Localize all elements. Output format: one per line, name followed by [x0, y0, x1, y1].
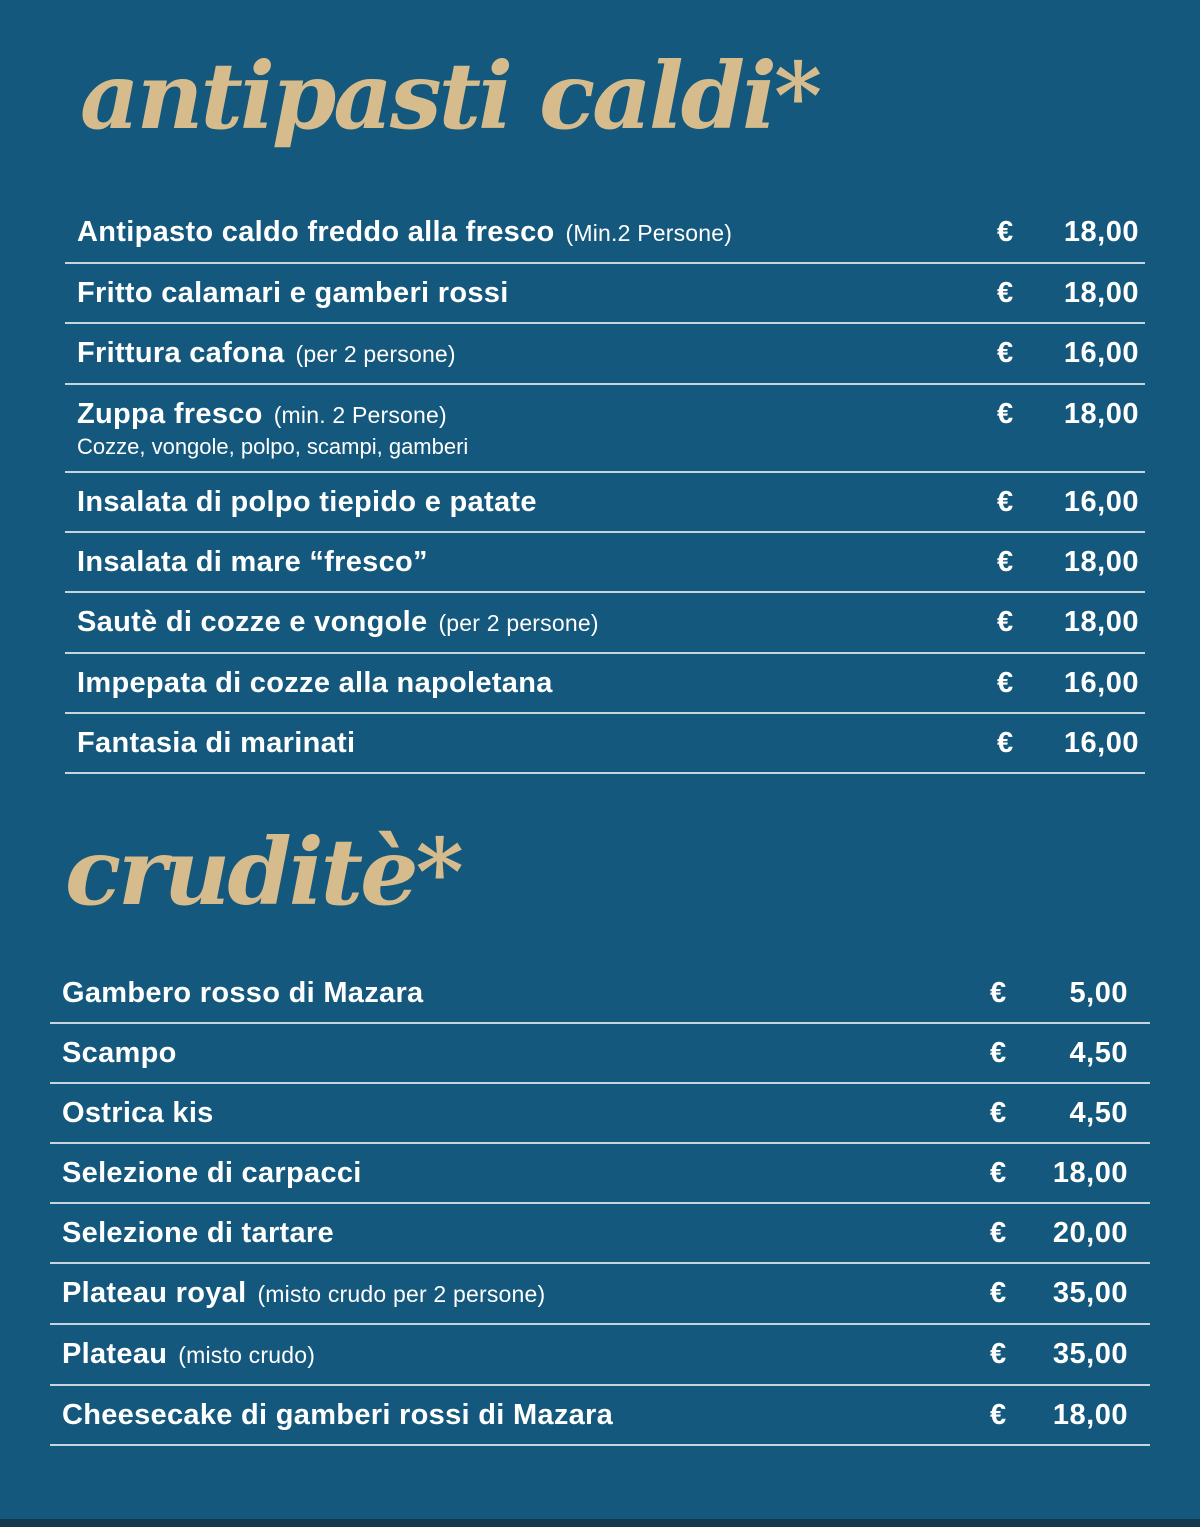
menu-item-row	[50, 1325, 1150, 1386]
menu-sections	[0, 8, 1200, 1446]
currency-symbol: €	[990, 1037, 1007, 1070]
item-price-group	[997, 725, 1139, 761]
item-price-group	[990, 1095, 1128, 1131]
menu-item-line	[62, 1275, 990, 1312]
menu-item-line	[77, 214, 997, 251]
item-price: 20,00	[1052, 1217, 1128, 1250]
item-price-group	[997, 665, 1139, 701]
menu-item-row	[65, 264, 1145, 324]
menu-item-line	[77, 335, 997, 372]
menu-item-row	[65, 593, 1145, 654]
item-price-group	[990, 1275, 1128, 1311]
item-price: 18,00	[1063, 397, 1139, 430]
currency-symbol: €	[997, 276, 1014, 309]
bottom-bar	[0, 1519, 1200, 1527]
item-price: 16,00	[1063, 666, 1139, 699]
menu-item-line	[77, 544, 997, 580]
menu-item-row	[65, 324, 1145, 385]
item-name: Plateau royal	[62, 1277, 247, 1310]
currency-symbol: €	[990, 1097, 1007, 1130]
currency-symbol: €	[990, 1277, 1007, 1310]
item-price: 16,00	[1063, 485, 1139, 518]
item-note: (per 2 persone)	[295, 340, 456, 367]
menu-item-row	[50, 1264, 1150, 1325]
menu-item-main	[77, 604, 997, 641]
currency-symbol: €	[990, 977, 1007, 1010]
menu-item-row	[65, 654, 1145, 714]
item-price: 18,00	[1063, 215, 1139, 248]
menu-item-row	[50, 1386, 1150, 1446]
item-price-group	[997, 214, 1139, 250]
item-name: Cheesecake di gamberi rossi di Mazara	[62, 1399, 614, 1432]
item-price-group	[997, 604, 1139, 640]
menu-item-row	[50, 1024, 1150, 1084]
currency-symbol: €	[990, 1338, 1007, 1371]
item-note: (Min.2 Persone)	[565, 219, 733, 246]
item-name: Fantasia di marinati	[77, 726, 356, 759]
menu-item-row	[50, 964, 1150, 1024]
item-name: Selezione di carpacci	[62, 1157, 362, 1190]
menu-item-main	[77, 396, 997, 460]
menu-item-row	[65, 203, 1145, 264]
menu-item-line	[62, 1155, 990, 1191]
menu-item-row	[65, 473, 1145, 533]
item-name: Insalata di mare “fresco”	[77, 545, 428, 578]
menu-item-line	[62, 1095, 990, 1131]
item-note: (min. 2 Persone)	[273, 401, 447, 428]
item-name: Scampo	[62, 1037, 177, 1070]
menu-item-row	[65, 714, 1145, 774]
menu-section-antipasti-caldi	[65, 8, 1145, 774]
menu-item-line	[62, 975, 990, 1011]
item-price: 5,00	[1069, 977, 1128, 1010]
item-price: 18,00	[1052, 1399, 1128, 1432]
item-price: 18,00	[1052, 1157, 1128, 1190]
item-name: Ostrica kis	[62, 1097, 214, 1130]
item-note: (misto crudo)	[178, 1342, 316, 1369]
item-price: 18,00	[1063, 605, 1139, 638]
item-name: Plateau	[62, 1338, 168, 1371]
menu-item-line	[77, 725, 997, 761]
item-name: Insalata di polpo tiepido e patate	[77, 485, 537, 518]
item-note: (misto crudo per 2 persone)	[257, 1281, 546, 1308]
menu-item-main	[62, 1155, 990, 1191]
menu-item-line	[62, 1035, 990, 1071]
menu-item-main	[62, 1275, 990, 1312]
menu-item-line	[62, 1397, 990, 1433]
menu-item-row	[65, 385, 1145, 473]
item-price: 16,00	[1063, 726, 1139, 759]
item-name: Sautè di cozze e vongole	[77, 605, 428, 638]
item-price-group	[997, 396, 1139, 432]
item-name: Frittura cafona	[77, 336, 285, 369]
item-price: 4,50	[1069, 1037, 1128, 1070]
item-name: Zuppa fresco	[77, 397, 263, 430]
item-price: 16,00	[1063, 336, 1139, 369]
currency-symbol: €	[997, 545, 1014, 578]
currency-symbol: €	[997, 605, 1014, 638]
item-description: Cozze, vongole, polpo, scampi, gamberi	[77, 433, 469, 459]
menu-item-main	[62, 1336, 990, 1373]
item-name: Selezione di tartare	[62, 1217, 334, 1250]
menu-section-crudite	[50, 774, 1150, 1447]
menu-item-row	[50, 1144, 1150, 1204]
menu-item-main	[77, 665, 997, 701]
menu-item-row	[50, 1204, 1150, 1264]
item-price: 35,00	[1052, 1277, 1128, 1310]
currency-symbol: €	[997, 666, 1014, 699]
menu-item-main	[77, 725, 997, 761]
menu-item-main	[62, 1215, 990, 1251]
menu-rows	[50, 964, 1150, 1446]
item-name: Antipasto caldo freddo alla fresco	[77, 215, 555, 248]
menu-item-main	[62, 1397, 990, 1433]
menu-item-main	[77, 214, 997, 251]
menu-item-main	[62, 1035, 990, 1071]
item-name: Gambero rosso di Mazara	[62, 977, 424, 1010]
item-price-group	[997, 544, 1139, 580]
menu-item-row	[65, 533, 1145, 593]
item-price-group	[997, 484, 1139, 520]
currency-symbol: €	[997, 397, 1014, 430]
item-price-group	[990, 975, 1128, 1011]
item-price-group	[997, 275, 1139, 311]
currency-symbol: €	[997, 215, 1014, 248]
item-price: 18,00	[1063, 276, 1139, 309]
currency-symbol: €	[997, 485, 1014, 518]
currency-symbol: €	[997, 726, 1014, 759]
item-price-group	[990, 1215, 1128, 1251]
menu-item-main	[77, 275, 997, 311]
item-name: Fritto calamari e gamberi rossi	[77, 276, 509, 309]
menu-item-main	[62, 975, 990, 1011]
menu-item-line	[77, 396, 997, 433]
item-price-group	[997, 335, 1139, 371]
item-price: 4,50	[1069, 1097, 1128, 1130]
menu-item-main	[77, 484, 997, 520]
section-title: antipasti caldi*	[80, 42, 820, 150]
menu-item-main	[77, 335, 997, 372]
item-price-group	[990, 1397, 1128, 1433]
currency-symbol: €	[990, 1157, 1007, 1190]
currency-symbol: €	[990, 1399, 1007, 1432]
menu-item-line	[77, 484, 997, 520]
item-name: Impepata di cozze alla napoletana	[77, 666, 553, 699]
menu-item-row	[50, 1084, 1150, 1144]
menu-item-line	[62, 1215, 990, 1251]
menu-item-line	[77, 604, 997, 641]
menu-item-line	[77, 665, 997, 701]
item-price-group	[990, 1155, 1128, 1191]
section-title: cruditè*	[65, 817, 461, 926]
item-price: 18,00	[1063, 545, 1139, 578]
item-price: 35,00	[1052, 1338, 1128, 1371]
currency-symbol: €	[990, 1217, 1007, 1250]
item-price-group	[990, 1035, 1128, 1071]
menu-item-main	[77, 544, 997, 580]
currency-symbol: €	[997, 336, 1014, 369]
menu-item-line	[77, 275, 997, 311]
item-price-group	[990, 1336, 1128, 1372]
item-note: (per 2 persone)	[438, 609, 599, 636]
menu-rows	[65, 203, 1145, 774]
menu-item-line	[62, 1336, 990, 1373]
menu-item-main	[62, 1095, 990, 1131]
